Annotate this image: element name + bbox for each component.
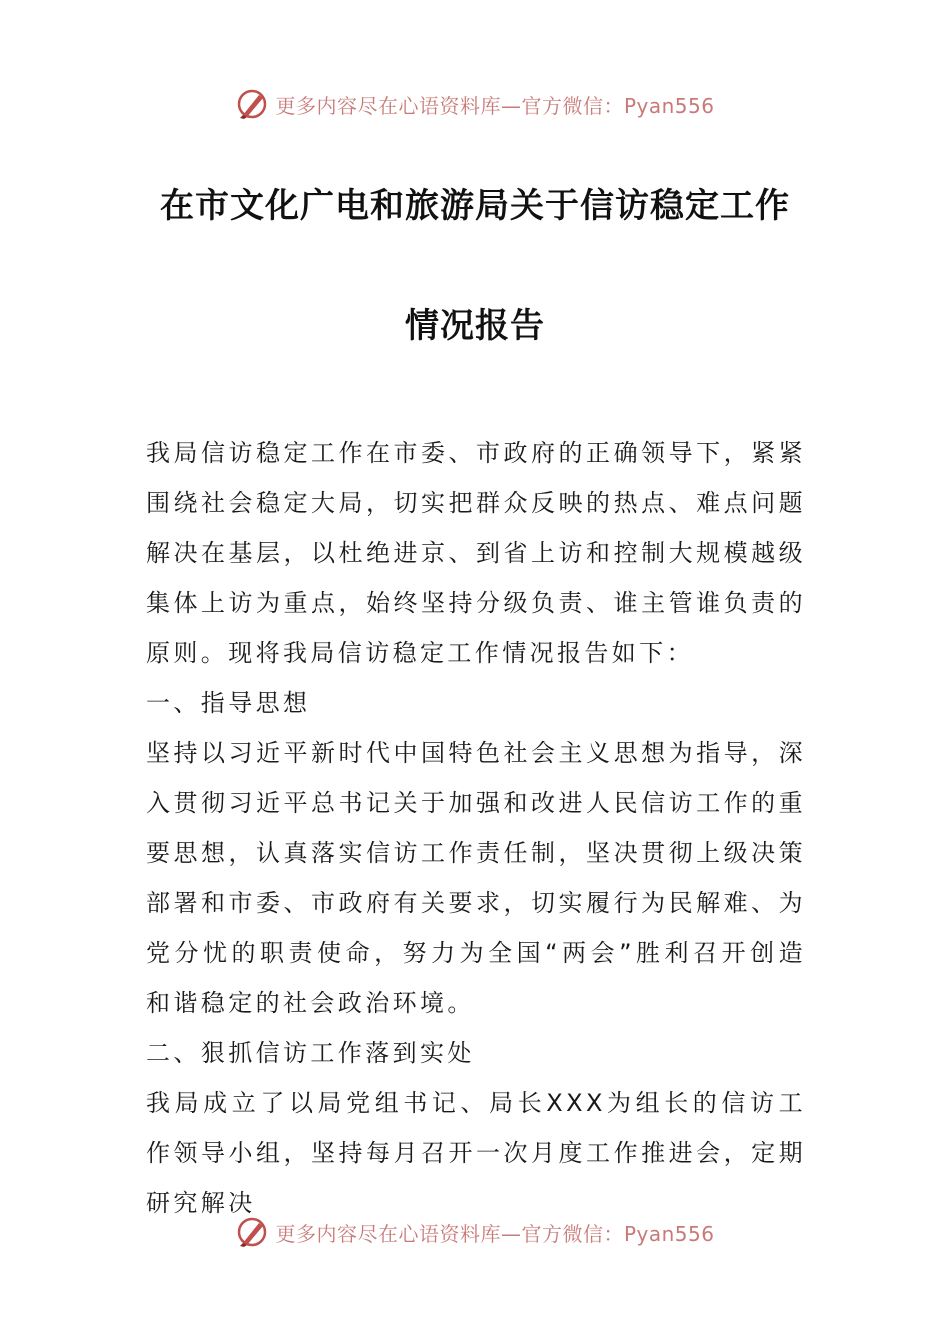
document-body [146,428,806,1228]
paragraph-implementation: 我局成立了以局党组书记、局长XXX为组长的信访工作领导小组，坚持每月召开一次月度工作推进会，定期研究解决 [146,1089,806,1217]
section-heading-1: 一、指导思想 [146,689,311,717]
document-title-line2: 情况报告 [405,306,545,346]
watermark-text: 更多内容尽在心语资料库—官方微信：Pyan556 [275,1221,715,1246]
watermark-text: 更多内容尽在心语资料库—官方微信：Pyan556 [275,93,715,118]
paragraph-guiding-thought: 坚持以习近平新时代中国特色社会主义思想为指导，深入贯彻习近平总书记关于加强和改进人民信访工作的重要思想，认真落实信访工作责任制，坚决贯彻上级决策部署和市委、市政府有关要求，切实履行为民解难、为党分忧的职责使命，努力为全国“两会”胜利召开创造和谐稳定的社会政治环境。 [146,739,806,1017]
paragraph-intro: 我局信访稳定工作在市委、市政府的正确领导下，紧紧围绕社会稳定大局，切实把群众反映的热点、难点问题解决在基层，以杜绝进京、到省上访和控制大规模越级集体上访为重点，始终坚持分级负责、谁主管谁负责的原则。现将我局信访稳定工作情况报告如下： [146,439,806,667]
watermark-header [0,84,950,124]
section-heading-2: 二、狠抓信访工作落到实处 [146,1039,475,1067]
document-title-line1: 在市文化广电和旅游局关于信访稳定工作 [160,186,790,226]
pen-circle-logo-icon [235,87,269,121]
pen-circle-logo-icon [235,1215,269,1249]
watermark-footer [0,1212,950,1252]
